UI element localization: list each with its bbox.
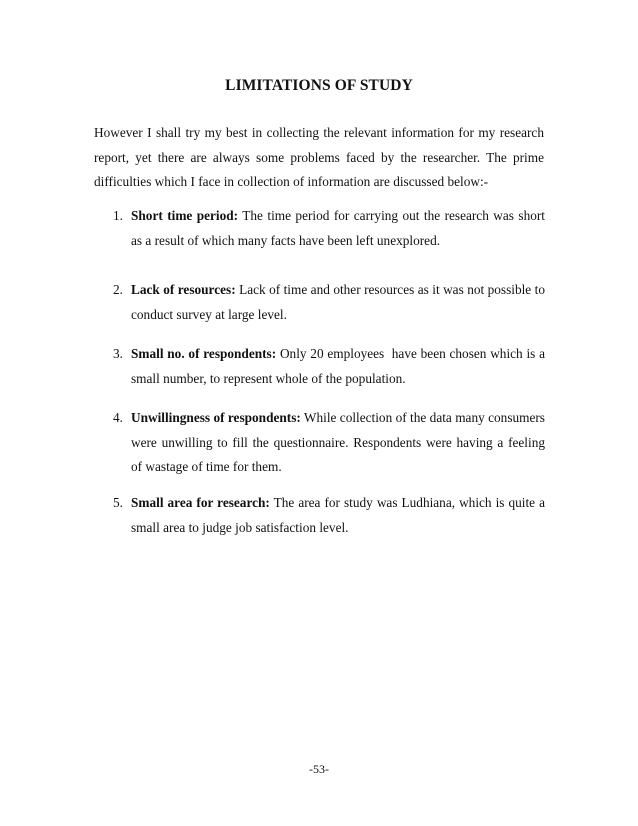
list-item-number: 2.: [113, 282, 123, 297]
list-item-body: [131, 278, 545, 327]
list-item-term: Small area for research:: [131, 495, 270, 510]
list-item-body: [131, 406, 545, 480]
list-item-body: [131, 491, 545, 540]
list-item-number: 1.: [113, 208, 123, 223]
list-item-body: [131, 204, 545, 253]
list-item-body: [131, 342, 549, 391]
list-item-term: Small no. of respondents:: [131, 346, 277, 361]
list-item-small-area-for-research: [113, 491, 545, 540]
list-item-text: Only 20 employees have been chosen which is a small number, to represent whole of the population.: [131, 346, 549, 386]
list-item-text: The area for study was Ludhiana, which is quite a small area to judge job satisfaction level.: [131, 495, 545, 535]
page-title: LIMITATIONS OF STUDY: [225, 77, 413, 94]
list-item-lack-of-resources: [113, 278, 545, 327]
list-item-term: Unwillingness of respondents:: [131, 410, 301, 425]
intro-paragraph: However I shall try my best in collecting the relevant information for my research report, yet there are always some problems faced by the researcher. The prime difficulties which I face in collection of information are discussed below:-: [94, 125, 544, 189]
list-item-number: 4.: [113, 410, 123, 425]
page-number: -53-: [309, 762, 329, 776]
list-item-text: The time period for carrying out the research was short as a result of which many facts have been left unexplored.: [131, 208, 545, 248]
list-item-text: Lack of time and other resources as it was not possible to conduct survey at large level.: [131, 282, 545, 322]
list-item-term: Lack of resources:: [131, 282, 236, 297]
list-item-number: 3.: [113, 346, 123, 361]
list-item-number: 5.: [113, 495, 123, 510]
list-item-unwillingness-of-respondents: [113, 406, 545, 480]
list-item-small-no-of-respondents: [113, 342, 549, 391]
list-item-text: While collection of the data many consumers were unwilling to fill the questionnaire. Respondents were having a feeling of wastage of time for them.: [131, 410, 545, 474]
list-item-term: Short time period:: [131, 208, 239, 223]
list-item-short-time-period: [113, 204, 545, 253]
